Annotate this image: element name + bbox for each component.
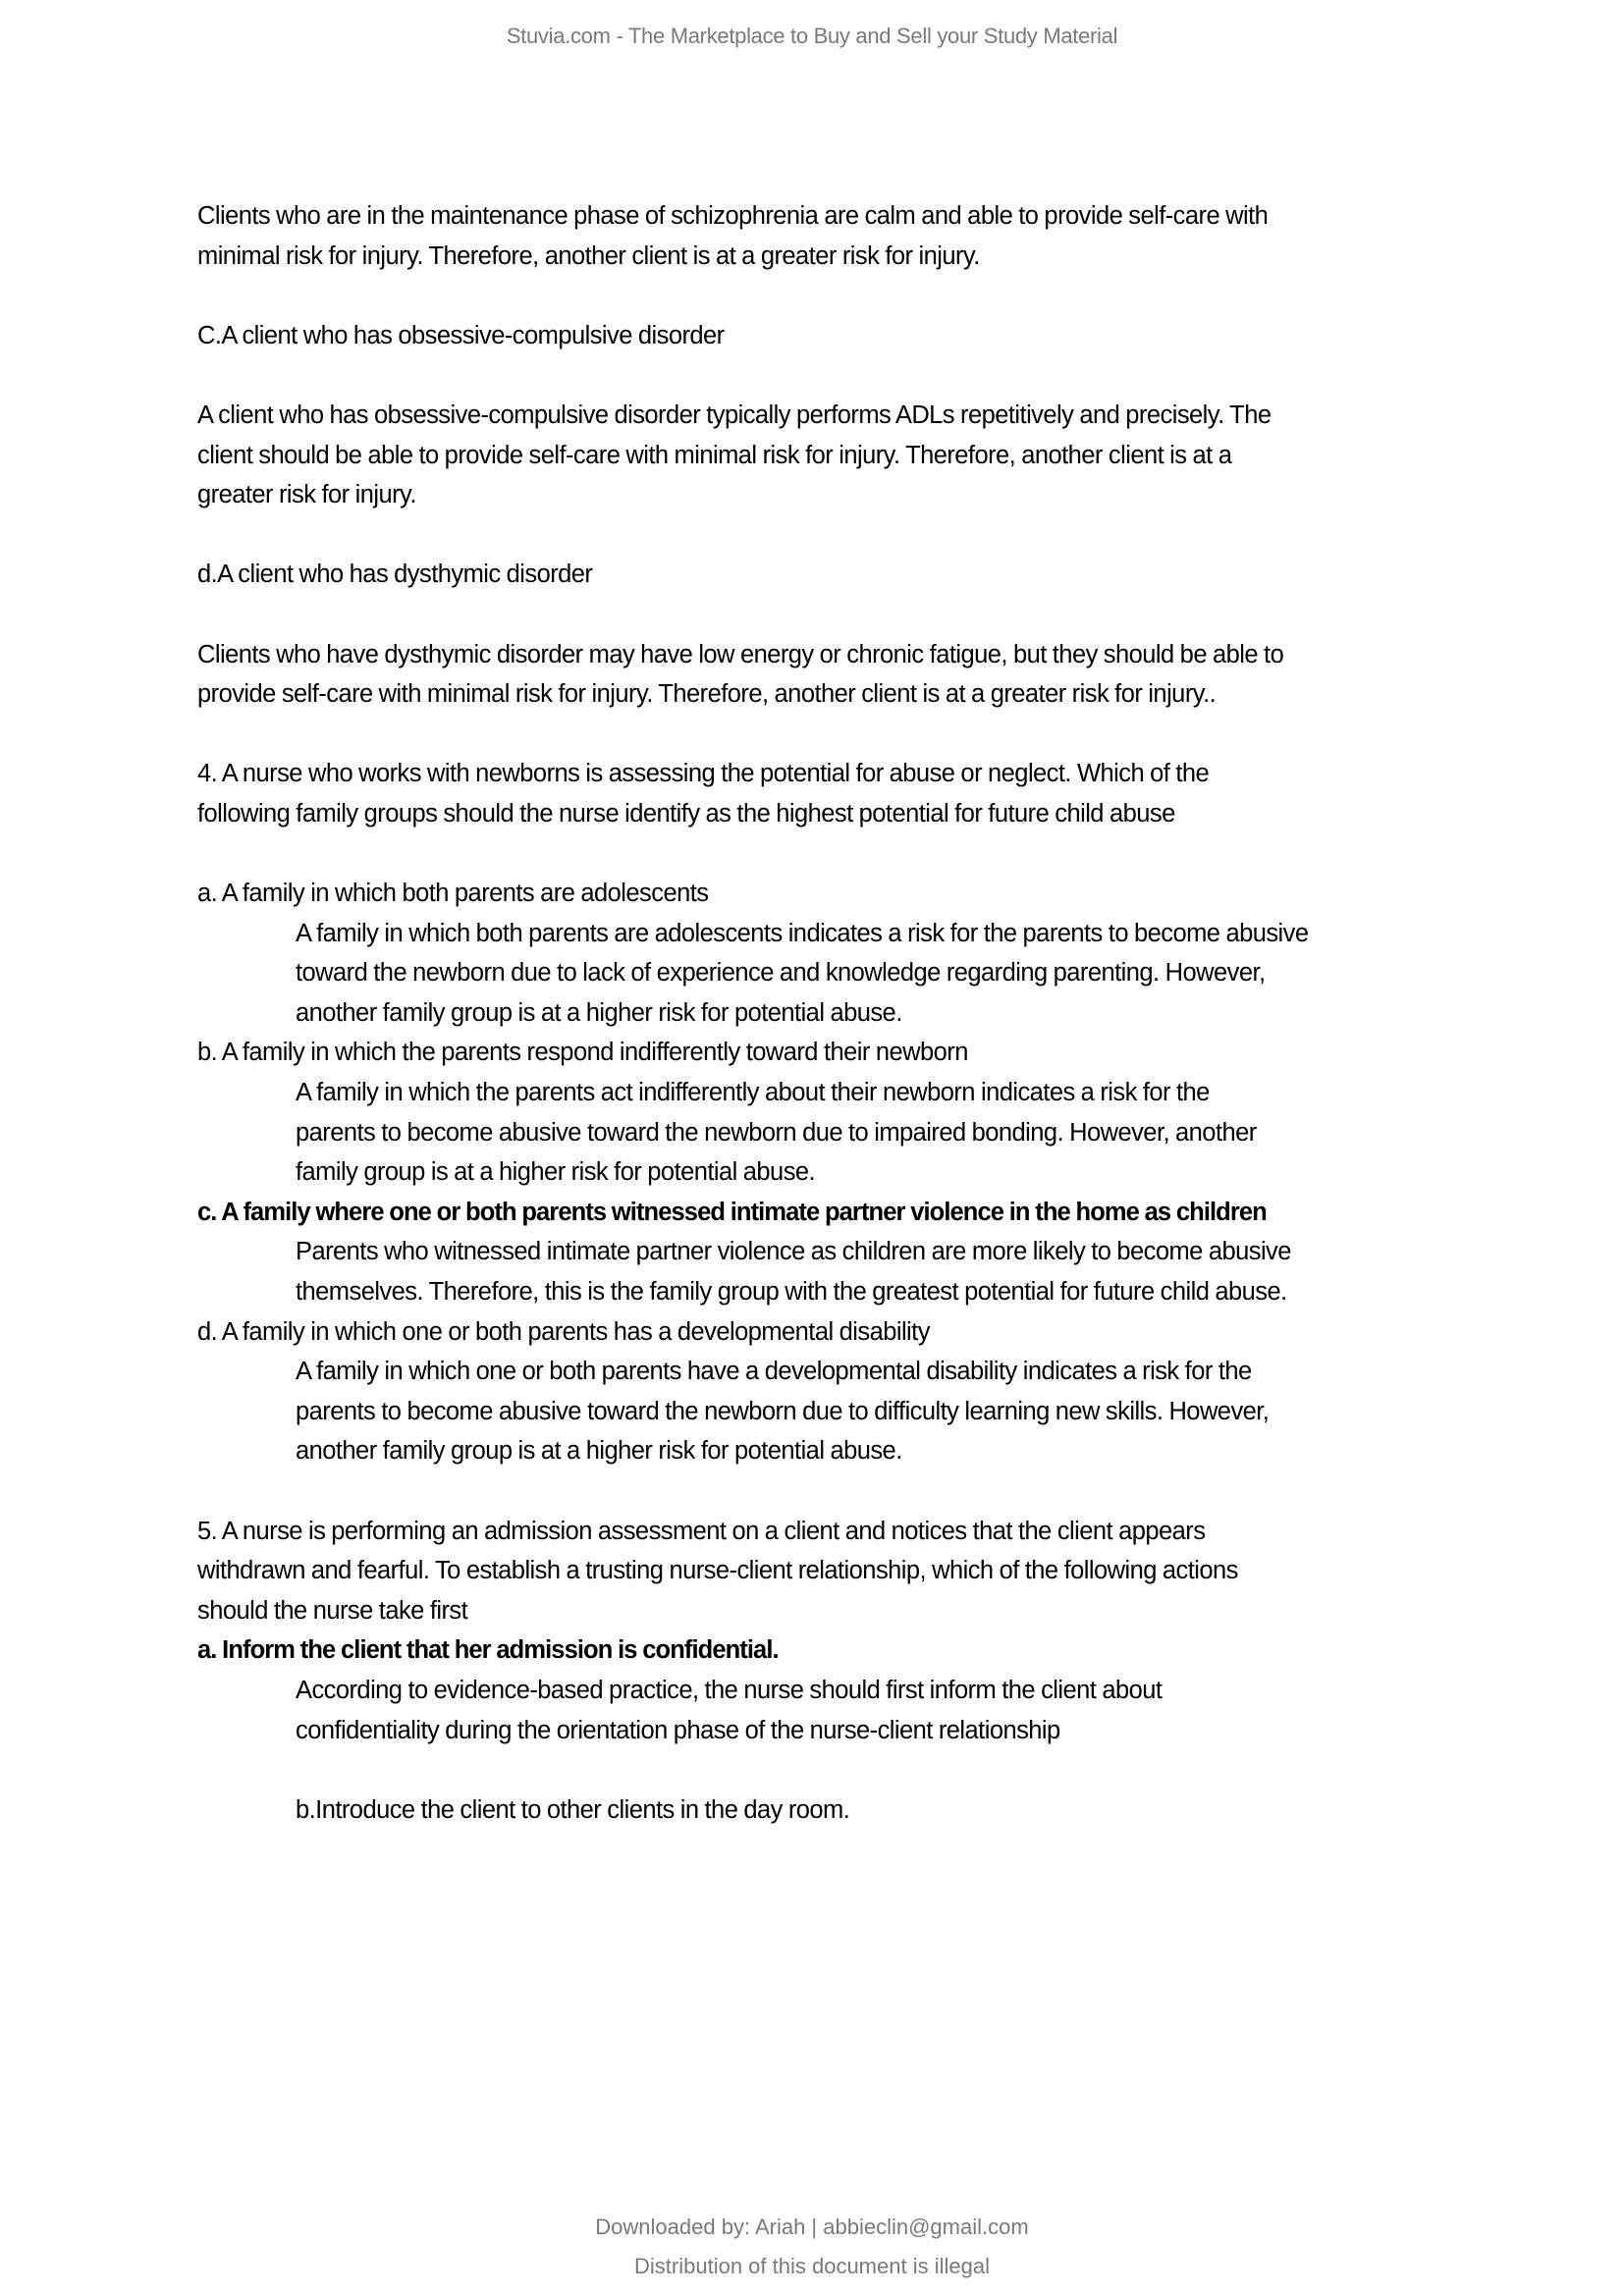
question-4 <box>197 754 1493 1471</box>
option-b-rationale: parents to become abusive toward the newborn due to impaired bonding. However, another <box>296 1118 1257 1147</box>
paragraph-line: Clients who are in the maintenance phase of schizophrenia are calm and able to provide self-care with <box>197 202 1269 230</box>
option-c-rationale: Parents who witnessed intimate partner violence as children are more likely to become abusive <box>296 1238 1291 1266</box>
question-stem-line: following family groups should the nurse identify as the highest potential for future child abuse <box>197 799 1175 828</box>
paragraph-line: greater risk for injury. <box>197 481 416 509</box>
question-stem-line: 5. A nurse is performing an admission assessment on a client and notices that the client appears <box>197 1517 1206 1545</box>
paragraph-line: client should be able to provide self-care with minimal risk for injury. Therefore, another client is at a <box>197 441 1232 469</box>
question-5 <box>197 1512 1493 1831</box>
question-stem-line: withdrawn and fearful. To establish a trusting nurse-client relationship, which of the following actions <box>197 1557 1238 1585</box>
paragraph-line: minimal risk for injury. Therefore, another client is at a greater risk for injury. <box>197 241 980 270</box>
paragraph-line: Clients who have dysthymic disorder may have low energy or chronic fatigue, but they should be able to <box>197 640 1284 668</box>
paragraph-line: A client who has obsessive-compulsive disorder typically performs ADLs repetitively and precisely. The <box>197 400 1272 429</box>
option-c-rationale: themselves. Therefore, this is the family group with the greatest potential for future child abuse. <box>296 1278 1287 1307</box>
paragraph-line: provide self-care with minimal risk for injury. Therefore, another client is at a greater risk for injury.. <box>197 680 1217 709</box>
option-d-dysthymic: d.A client who has dysthymic disorder <box>197 561 593 589</box>
downloaded-by-footer: Downloaded by: Ariah | abbieclin@gmail.com <box>595 2215 1029 2239</box>
option-d-rationale: another family group is at a higher risk for potential abuse. <box>296 1437 902 1466</box>
stuvia-watermark-header: Stuvia.com - The Marketplace to Buy and Sell your Study Material <box>506 24 1118 48</box>
option-a-rationale: another family group is at a higher risk for potential abuse. <box>296 998 902 1027</box>
option-b-rationale: A family in which the parents act indifferently about their newborn indicates a risk for the <box>296 1079 1210 1107</box>
option-a-rationale: confidentiality during the orientation phase of the nurse-client relationship <box>296 1716 1060 1744</box>
option-b-label: b. A family in which the parents respond indifferently toward their newborn <box>197 1039 968 1067</box>
option-a-rationale: A family in which both parents are adolescents indicates a risk for the parents to become abusive <box>296 919 1309 947</box>
question-stem-line: should the nurse take first <box>197 1596 468 1625</box>
option-a-rationale: toward the newborn due to lack of experience and knowledge regarding parenting. However, <box>296 959 1266 988</box>
option-a-label: a. A family in which both parents are adolescents <box>197 880 709 908</box>
document-body <box>197 196 1493 1830</box>
option-d-rationale: A family in which one or both parents have a developmental disability indicates a risk for the <box>296 1358 1252 1386</box>
option-c-obsessive-compulsive: C.A client who has obsessive-compulsive disorder <box>197 321 725 349</box>
distribution-notice-footer: Distribution of this document is illegal <box>634 2254 990 2278</box>
option-b-label: b.Introduce the client to other clients in the day room. <box>296 1795 850 1824</box>
option-a-correct-label: a. Inform the client that her admission is confidential. <box>197 1636 779 1665</box>
option-b-rationale: family group is at a higher risk for potential abuse. <box>296 1158 816 1187</box>
question-stem-line: 4. A nurse who works with newborns is assessing the potential for abuse or neglect. Which of the <box>197 760 1210 788</box>
option-c-correct-label: c. A family where one or both parents witnessed intimate partner violence in the home as children <box>197 1198 1267 1226</box>
option-d-label: d. A family in which one or both parents has a developmental disability <box>197 1317 930 1346</box>
option-a-rationale: According to evidence-based practice, the nurse should first inform the client about <box>296 1676 1163 1704</box>
option-d-rationale: parents to become abusive toward the newborn due to difficulty learning new skills. However, <box>296 1397 1270 1425</box>
